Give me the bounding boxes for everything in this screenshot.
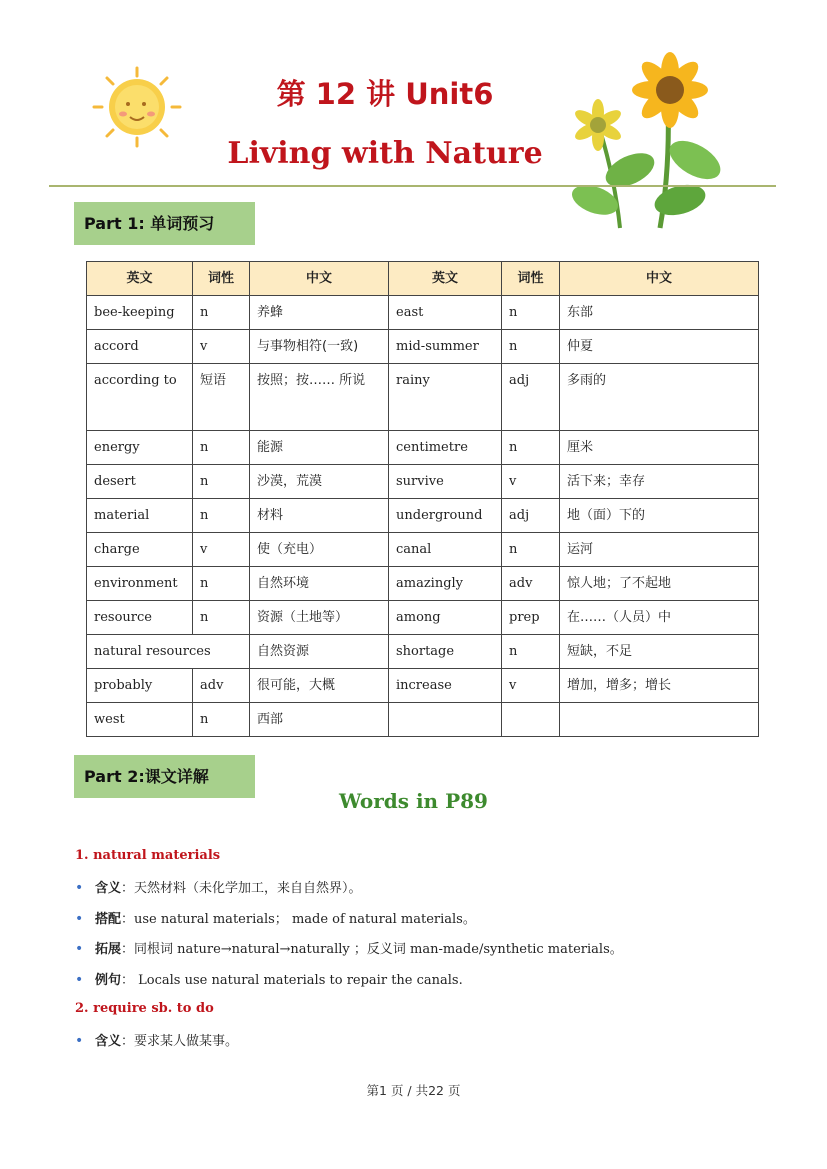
bullet-text: ：要求某人做某事。 — [121, 1034, 239, 1049]
table-cell: 增加，增多；增长 — [560, 669, 759, 703]
vocab-table — [86, 261, 759, 737]
table-cell: according to — [87, 364, 193, 431]
bullet-text: ：use natural materials； made of natural materials。 — [121, 912, 476, 927]
table-cell: 能源 — [250, 431, 389, 465]
list-item — [75, 938, 775, 957]
table-cell: adv — [502, 567, 560, 601]
bullet-label: 含义 — [95, 881, 122, 896]
bullet-text: ：天然材料（未化学加工，来自自然界）。 — [121, 881, 362, 896]
table-cell: v — [193, 533, 250, 567]
table-cell: n — [193, 499, 250, 533]
table-cell: n — [502, 431, 560, 465]
table-cell: survive — [389, 465, 502, 499]
table-cell — [502, 703, 560, 737]
table-cell: charge — [87, 533, 193, 567]
table-cell: probably — [87, 669, 193, 703]
col-header-pos-2: 词性 — [502, 262, 560, 296]
table-cell: prep — [502, 601, 560, 635]
bullet-label: 含义 — [95, 1034, 122, 1049]
table-cell: 地（面）下的 — [560, 499, 759, 533]
table-cell: n — [193, 703, 250, 737]
table-cell: natural resources — [87, 635, 250, 669]
lesson-title: 第 12 讲 Unit6 — [276, 77, 494, 111]
table-cell: 沙漠，荒漠 — [250, 465, 389, 499]
table-cell: n — [502, 533, 560, 567]
table-cell: v — [502, 465, 560, 499]
table-row — [87, 533, 759, 567]
table-cell: desert — [87, 465, 193, 499]
table-cell: 自然资源 — [250, 635, 389, 669]
table-cell: accord — [87, 330, 193, 364]
table-row — [87, 330, 759, 364]
table-cell: 使（充电） — [250, 533, 389, 567]
table-row — [87, 669, 759, 703]
table-cell: v — [502, 669, 560, 703]
table-cell: shortage — [389, 635, 502, 669]
list-item — [75, 969, 775, 988]
table-cell: 运河 — [560, 533, 759, 567]
table-cell: 东部 — [560, 296, 759, 330]
table-cell: v — [193, 330, 250, 364]
bullet-dot-icon: • — [75, 1033, 84, 1049]
table-cell: west — [87, 703, 193, 737]
table-row — [87, 635, 759, 669]
table-cell: 自然环境 — [250, 567, 389, 601]
table-cell: 仲夏 — [560, 330, 759, 364]
table-cell: n — [193, 567, 250, 601]
table-cell: centimetre — [389, 431, 502, 465]
bullet-text: ： Locals use natural materials to repair the canals. — [121, 973, 463, 988]
table-cell: 西部 — [250, 703, 389, 737]
page-footer: 第1 页 / 共22 页 — [366, 1083, 461, 1098]
part1-label: Part 1: 单词预习 — [74, 202, 255, 245]
section-heading: Words in P89 — [339, 789, 488, 813]
table-cell: amazingly — [389, 567, 502, 601]
part2-label: Part 2:课文详解 — [74, 755, 255, 798]
table-header-row — [87, 262, 759, 296]
table-cell: 很可能，大概 — [250, 669, 389, 703]
table-cell: 多雨的 — [560, 364, 759, 431]
bullet-dot-icon: • — [75, 880, 84, 896]
bullet-label: 搭配 — [95, 912, 122, 927]
table-cell: adj — [502, 364, 560, 431]
table-cell: 材料 — [250, 499, 389, 533]
bullet-label: 例句 — [95, 973, 122, 988]
table-cell: increase — [389, 669, 502, 703]
table-cell: among — [389, 601, 502, 635]
list-item — [75, 877, 775, 896]
table-cell: 养蜂 — [250, 296, 389, 330]
table-cell: 在……（人员）中 — [560, 601, 759, 635]
table-cell: n — [193, 465, 250, 499]
col-header-chinese-2: 中文 — [560, 262, 759, 296]
bullet-label: 拓展 — [95, 942, 122, 957]
table-row — [87, 499, 759, 533]
bullet-dot-icon: • — [75, 941, 84, 957]
item-title: 1. natural materials — [75, 848, 221, 863]
unit-title: Living with Nature — [227, 136, 543, 171]
header-divider — [49, 185, 776, 187]
table-cell — [389, 703, 502, 737]
table-cell: 短缺，不足 — [560, 635, 759, 669]
table-row — [87, 296, 759, 330]
table-cell: 短语 — [193, 364, 250, 431]
bullet-dot-icon: • — [75, 911, 84, 927]
col-header-english: 英文 — [87, 262, 193, 296]
table-cell: n — [193, 601, 250, 635]
col-header-pos: 词性 — [193, 262, 250, 296]
table-cell: mid-summer — [389, 330, 502, 364]
table-cell: material — [87, 499, 193, 533]
table-row — [87, 567, 759, 601]
col-header-chinese: 中文 — [250, 262, 389, 296]
table-cell: 惊人地；了不起地 — [560, 567, 759, 601]
table-cell: bee-keeping — [87, 296, 193, 330]
table-cell: resource — [87, 601, 193, 635]
col-header-english-2: 英文 — [389, 262, 502, 296]
bullet-text: ：同根词 nature→natural→naturally ；反义词 man-made/synthetic materials。 — [121, 942, 623, 957]
table-cell — [560, 703, 759, 737]
list-item — [75, 908, 775, 927]
table-row — [87, 601, 759, 635]
table-cell: 按照；按…… 所说 — [250, 364, 389, 431]
table-row — [87, 703, 759, 737]
list-item — [75, 1030, 775, 1049]
table-cell: adv — [193, 669, 250, 703]
table-cell: energy — [87, 431, 193, 465]
table-cell: east — [389, 296, 502, 330]
table-cell: environment — [87, 567, 193, 601]
table-cell: n — [193, 296, 250, 330]
table-cell: n — [193, 431, 250, 465]
table-cell: canal — [389, 533, 502, 567]
table-row — [87, 465, 759, 499]
bullet-dot-icon: • — [75, 972, 84, 988]
table-cell: n — [502, 296, 560, 330]
table-cell: 与事物相符(一致) — [250, 330, 389, 364]
table-cell: n — [502, 330, 560, 364]
table-cell: 厘米 — [560, 431, 759, 465]
table-cell: 活下来；幸存 — [560, 465, 759, 499]
table-cell: adj — [502, 499, 560, 533]
table-cell: n — [502, 635, 560, 669]
table-cell: 资源（土地等） — [250, 601, 389, 635]
table-row — [87, 431, 759, 465]
table-cell: underground — [389, 499, 502, 533]
table-cell: rainy — [389, 364, 502, 431]
table-row — [87, 364, 759, 431]
item-title: 2. require sb. to do — [75, 1001, 214, 1016]
